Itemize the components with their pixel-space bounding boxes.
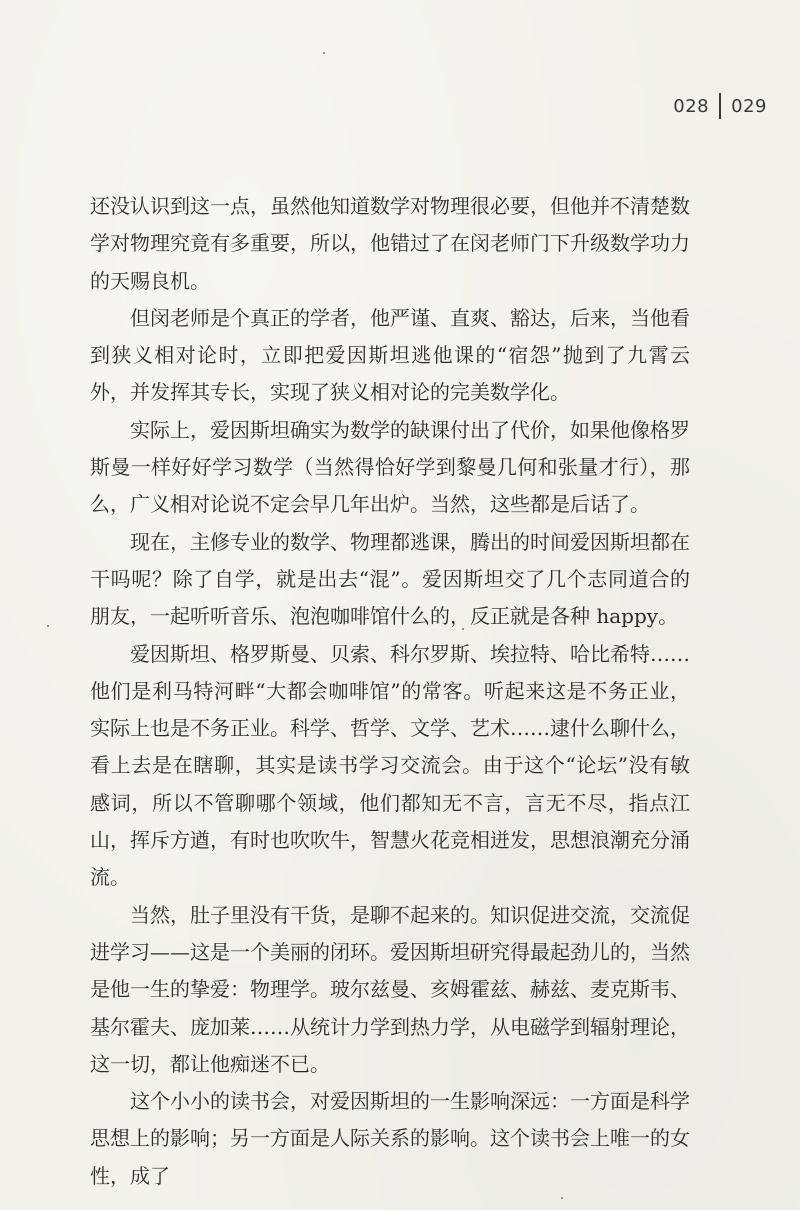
paragraph: 当然，肚子里没有干货，是聊不起来的。知识促进交流，交流促进学习——这是一个美丽的闭环。爱因斯坦研究得最起劲儿的，当然是他一生的挚爱：物理学。玻尔兹曼、亥姆霍兹、赫兹、麦克斯韦、基尔霍夫、庞加莱……从统计力学到热力学，从电磁学到辐射理论，这一切，都让他痴迷不已。 (90, 902, 690, 1076)
paragraph: 这个小小的读书会，对爱因斯坦的一生影响深远：一方面是科学思想上的影响；另一方面是人际关系的影响。这个读书会上唯一的女性，成了 (90, 1089, 690, 1188)
left-page-number: 028 (673, 95, 710, 117)
scan-speck (561, 1197, 563, 1199)
scan-speck (462, 628, 464, 630)
paragraph: 实际上，爱因斯坦确实为数学的缺课付出了代价，如果他像格罗斯曼一样好好学习数学（当然得恰好学到黎曼几何和张量才行），那么，广义相对论说不定会早几年出炉。当然，这些都是后话了。 (90, 417, 690, 517)
scan-speck (323, 52, 325, 54)
paragraph-continued: 还没认识到这一点，虽然他知道数学对物理很必要，但他并不清楚数学对物理究竟有多重要，所以，他错过了在闵老师门下升级数学功力的天赐良机。 (90, 194, 690, 293)
paragraph: 但闵老师是个真正的学者，他严谨、直爽、豁达，后来，当他看到狭义相对论时，立即把爱因斯坦逃他课的“宿怨”抛到了九霄云外，并发挥其专长，实现了狭义相对论的完美数学化。 (90, 305, 690, 405)
scan-speck (47, 625, 49, 627)
page-number-divider (719, 93, 721, 119)
paragraph: 爱因斯坦、格罗斯曼、贝索、科尔罗斯、埃拉特、哈比希特……他们是利马特河畔“大都会咖啡馆”的常客。听起来这是不务正业，实际上也是不务正业。科学、哲学、文学、艺术……逮什么聊什么，看上去是在瞎聊，其实是读书学习交流会。由于这个“论坛”没有敏感词，所以不管聊哪个领域，他们都知无不言，言无不尽，指点江山，挥斥方遒，有时也吹吹牛，智慧火花竞相迸发，思想浪潮充分涌流。 (90, 641, 690, 890)
page-number-header (673, 93, 767, 119)
body-text (90, 188, 690, 1195)
paragraph: 现在，主修专业的数学、物理都逃课，腾出的时间爱因斯坦都在干吗呢？除了自学，就是出去“混”。爱因斯坦交了几个志同道合的朋友，一起听听音乐、泡泡咖啡馆什么的，反正就是各种 happy。 (90, 529, 690, 629)
right-page-number: 029 (731, 95, 767, 117)
